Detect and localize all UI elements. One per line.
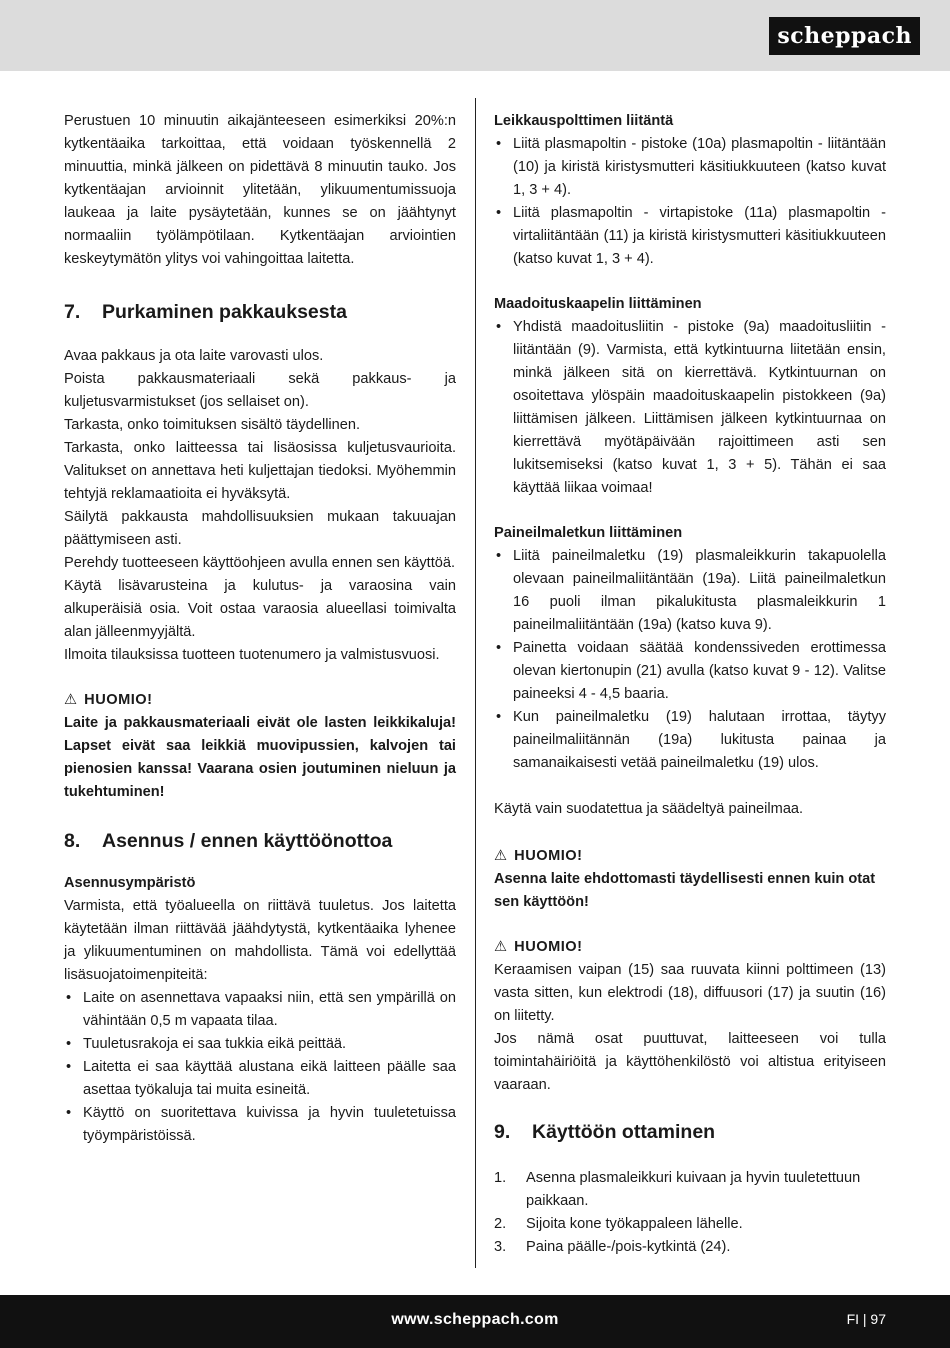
list-item: • Tuuletusrakoja ei saa tukkia eikä peittää. — [64, 1033, 456, 1056]
warning-label: ⚠ HUOMIO! — [64, 689, 456, 712]
list-item: • Liitä paineilmaletku (19) plasmaleikkurin takapuolella olevaan paineilmaliitäntään (19a). Liitä paineilmaletkun 16 puoli ilman pikalukitusta plasmaleikkurin 1 paineilmaliitäntään (19a) (katso kuva 9). — [494, 545, 886, 637]
warning-triangle-icon: ⚠ — [494, 848, 508, 864]
list-item: • Yhdistä maadoitusliitin - pistoke (9a) maadoitusliitin - liitäntään (9). Varmista, että kytkintuurna liitetään ensin, minkä jälkeen sitä on kierrettävä. Kytkintuurnan on osoitettava ylöspäin maadoituskaapelin pistokkeen (9a) liittämisen jälkeen. Liittämisen jälkeen kytkintuurnaa on kierrettävä myötäpäivään rajoittimeen asti sen lukitsemiseksi (katso kuvat 1, 3 + 5). Tähän ei saa käyttää liikaa voimaa! — [494, 316, 886, 500]
warning-label: ⚠ HUOMIO! — [494, 936, 886, 959]
section-7-paragraph: Perehdy tuotteeseen käyttöohjeen avulla ennen sen käyttöä. — [64, 555, 456, 571]
list-item: • Laite on asennettava vapaaksi niin, että sen ympärillä on vähintään 0,5 m vapaata tilaa. — [64, 987, 456, 1033]
section-8-heading: 8. Asennus / ennen käyttöönottoa — [64, 830, 393, 852]
list-item: • Liitä plasmapoltin - pistoke (10a) plasmapoltin - liitäntään (10) ja kiristä kiristysmutteri käsitiukkuuteen (katso kuvat 1, 3 + 4). — [494, 133, 886, 202]
page-header — [0, 0, 950, 71]
list-item: • Käyttö on suoritettava kuivissa ja hyvin tuuletetuissa työympäristöissä. — [64, 1102, 456, 1148]
scheppach-logo: scheppach — [769, 17, 920, 55]
startup-steps — [494, 1167, 886, 1259]
installation-subheading: Asennusympäristö — [64, 875, 196, 891]
warning-paragraph: Keraamisen vaipan (15) saa ruuvata kiinni polttimeen (13) vasta sitten, kun elektrodi (18), diffuusori (17) ja suutin (16) on liitetty. — [494, 962, 886, 1024]
list-item: 2. Sijoita kone työkappaleen lähelle. — [494, 1216, 743, 1232]
section-7-paragraph: Säilytä pakkausta mahdollisuuksien mukaan takuuajan päättymiseen asti. — [64, 509, 456, 548]
warning-triangle-icon: ⚠ — [64, 692, 78, 708]
air-note: Käytä vain suodatettua ja säädeltyä paineilmaa. — [494, 801, 804, 817]
ground-cable-heading: Maadoituskaapelin liittäminen — [494, 296, 702, 312]
section-7-paragraph: Ilmoita tilauksissa tuotteen tuotenumero ja valmistusvuosi. — [64, 647, 440, 663]
left-column — [64, 110, 456, 1148]
intro-paragraph: Perustuen 10 minuutin aikajänteeseen esimerkiksi 20%:n kytkentäaika tarkoittaa, että voidaan työskennellä 2 minuuttia, minkä jälkeen on pidettävä 8 minuutin tauko. Jos kytkentäajan arvioinnit ylitetään, ylikuumentumissuoja laukeaa ja laite pysäytetään, kunnes se on jäähtynyt normaaliin työlämpötilaan. Kytkentäajan arviointien keskeytymätön ylitys voi vahingoittaa laitetta. — [64, 113, 456, 267]
list-item: • Kun paineilmaletku (19) halutaan irrottaa, täytyy paineilmaliitännän (19a) lukitusta painaa ja samanaikaisesti vetää paineilmaletku (19) ulos. — [494, 706, 886, 775]
section-7-paragraph: Tarkasta, onko laitteessa tai lisäosissa kuljetusvaurioita. Valitukset on annettava heti kuljettajan tiedoksi. Myöhemmin tehtyjä reklamaatioita ei hyväksytä. — [64, 440, 456, 502]
torch-connection-heading: Leikkauspolttimen liitäntä — [494, 113, 674, 129]
air-hose-heading: Paineilmaletkun liittäminen — [494, 525, 683, 541]
section-7-paragraph: Tarkasta, onko toimituksen sisältö täydellinen. — [64, 417, 361, 433]
torch-connection-list — [494, 133, 886, 271]
warning-text: Asenna laite ehdottomasti täydellisesti ennen kuin otat sen käyttöön! — [494, 871, 876, 910]
footer-url[interactable]: www.scheppach.com — [391, 1311, 559, 1328]
section-7-heading: 7. Purkaminen pakkauksesta — [64, 301, 347, 323]
air-hose-list — [494, 545, 886, 775]
column-divider — [475, 98, 476, 1268]
warning-paragraph: Jos nämä osat puuttuvat, laitteeseen voi tulla toimintahäiriöitä ja käyttöhenkilöstö voi altistua erityiseen vaaraan. — [494, 1031, 886, 1093]
installation-list — [64, 987, 456, 1148]
list-item: 3. Paina päälle-/pois-kytkintä (24). — [494, 1239, 731, 1255]
right-column — [494, 110, 886, 1259]
warning-triangle-icon: ⚠ — [494, 939, 508, 955]
page-number: FI | 97 — [846, 1311, 886, 1327]
page-footer — [0, 1295, 950, 1348]
section-7-paragraph: Avaa pakkaus ja ota laite varovasti ulos. — [64, 348, 324, 364]
installation-text: Varmista, että työalueella on riittävä tuuletus. Jos laitetta käytetään ilman riittävää jäähdytystä, kytkentäaika lyhenee ja ylikuumentuminen on mahdollista. Tämä voi edellyttää lisäsuojatoimenpiteitä: — [64, 898, 456, 983]
list-item: • Painetta voidaan säätää kondenssiveden erottimessa olevan kiertonupin (21) avulla (katso kuvat 9 - 12). Valitse paineeksi 4 - 4,5 baaria. — [494, 637, 886, 706]
list-item: 1. Asenna plasmaleikkuri kuivaan ja hyvin tuuletettuun paikkaan. — [494, 1170, 861, 1209]
warning-label: ⚠ HUOMIO! — [494, 845, 886, 868]
list-item: • Liitä plasmapoltin - virtapistoke (11a) plasmapoltin - virtaliitäntään (11) ja kiristä kiristysmutteri käsitiukkuuteen (katso kuvat 1, 3 + 4). — [494, 202, 886, 271]
section-9-heading: 9. Käyttöön ottaminen — [494, 1121, 716, 1143]
section-7-paragraph: Käytä lisävarusteina ja kulutus- ja varaosina vain alkuperäisiä osia. Voit ostaa varaosia alueellasi toimivalta alan jälleenmyyjältä. — [64, 578, 456, 640]
warning-text: Laite ja pakkausmateriaali eivät ole lasten leikkikaluja! Lapset eivät saa leikkiä muovipussien, kalvojen tai pienosien kanssa! Vaarana osien joutuminen nieluun ja tukehtuminen! — [64, 715, 456, 800]
section-7-paragraph: Poista pakkausmateriaali sekä pakkaus- ja kuljetusvarmistukset (jos sellaiset on). — [64, 371, 456, 410]
list-item: • Laitetta ei saa käyttää alustana eikä laitteen päälle saa asettaa työkaluja tai muita esineitä. — [64, 1056, 456, 1102]
ground-cable-list — [494, 316, 886, 500]
